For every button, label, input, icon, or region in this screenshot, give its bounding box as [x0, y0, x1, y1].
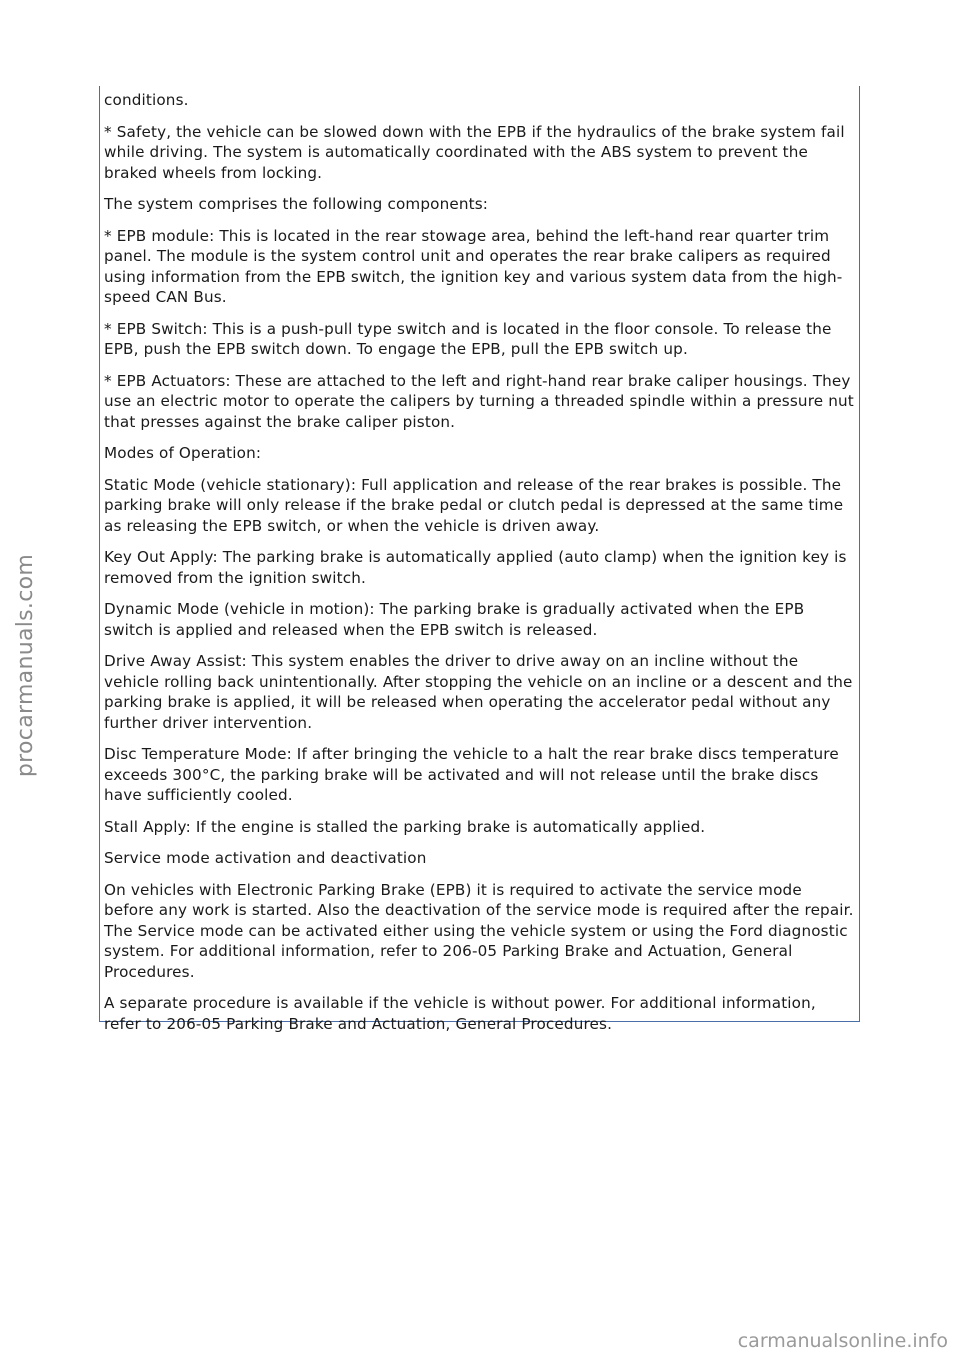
paragraph-epb-switch: * EPB Switch: This is a push-pull type switch and is located in the floor console. To release the EPB, push the EPB switch down. To engage the EPB, pull the EPB switch up.: [104, 319, 832, 358]
paragraph-drive-away-assist: Drive Away Assist: This system enables the driver to drive away on an incline without the vehicle rolling back unintentionally. After stopping the vehicle on an incline or a descent and the parking brake is applied, it will be released when operating the accelerator pedal without any further driver intervention.: [104, 652, 853, 732]
paragraph-key-out-apply: Key Out Apply: The parking brake is automatically applied (auto clamp) when the ignition key is removed from the ignition switch.: [104, 548, 847, 587]
paragraph-stall-apply: Stall Apply: If the engine is stalled the parking brake is automatically applied.: [104, 817, 706, 836]
side-watermark: [6, 553, 46, 777]
footer-watermark: carmanualsonline.info: [737, 1330, 948, 1352]
paragraph-dynamic-mode: Dynamic Mode (vehicle in motion): The parking brake is gradually activated when the EPB switch is applied and released when the EPB switch is released.: [104, 600, 805, 639]
side-watermark-text: procarmanuals.com: [13, 553, 39, 777]
paragraph-service-mode-heading: Service mode activation and deactivation: [104, 849, 427, 867]
paragraph-safety: * Safety, the vehicle can be slowed down with the EPB if the hydraulics of the brake system fail while driving. The system is automatically coordinated with the ABS system to prevent the braked wheels from locking.: [104, 122, 845, 182]
paragraph-modes-heading: Modes of Operation:: [104, 444, 262, 462]
paragraph-conditions: conditions.: [104, 91, 189, 109]
paragraph-static-mode: Static Mode (vehicle stationary): Full application and release of the rear brakes is possible. The parking brake will only release if the brake pedal or clutch pedal is depressed at the same time as releasing the EPB switch, or when the vehicle is driven away.: [104, 475, 844, 535]
paragraph-components-intro: The system comprises the following components:: [104, 195, 489, 213]
paragraph-service-mode-details: On vehicles with Electronic Parking Brake (EPB) it is required to activate the service mode before any work is started. Also the deactivation of the service mode is required after the repair. The Service mode can be activated either using the vehicle system or using the Ford diagnostic system. For additional information, refer to 206-05 Parking Brake and Actuation, General Procedures.: [104, 880, 854, 981]
paragraph-no-power-procedure: A separate procedure is available if the vehicle is without power. For additional information, refer to 206-05 Parking Brake and Actuation, General Procedures.: [104, 994, 816, 1033]
paragraph-epb-module: * EPB module: This is located in the rear stowage area, behind the left-hand rear quarter trim panel. The module is the system control unit and operates the rear brake calipers as required using information from the EPB switch, the ignition key and various system data from the high-speed CAN Bus.: [104, 226, 843, 306]
paragraph-disc-temperature-mode: Disc Temperature Mode: If after bringing the vehicle to a halt the rear brake discs temperature exceeds 300°C, the parking brake will be activated and will not release until the brake discs have sufficiently cooled.: [104, 745, 839, 804]
manual-content-box: [99, 86, 860, 1033]
paragraph-epb-actuators: * EPB Actuators: These are attached to the left and right-hand rear brake caliper housings. They use an electric motor to operate the calipers by turning a threaded spindle within a pressure nut that presses against the brake caliper piston.: [104, 371, 854, 431]
